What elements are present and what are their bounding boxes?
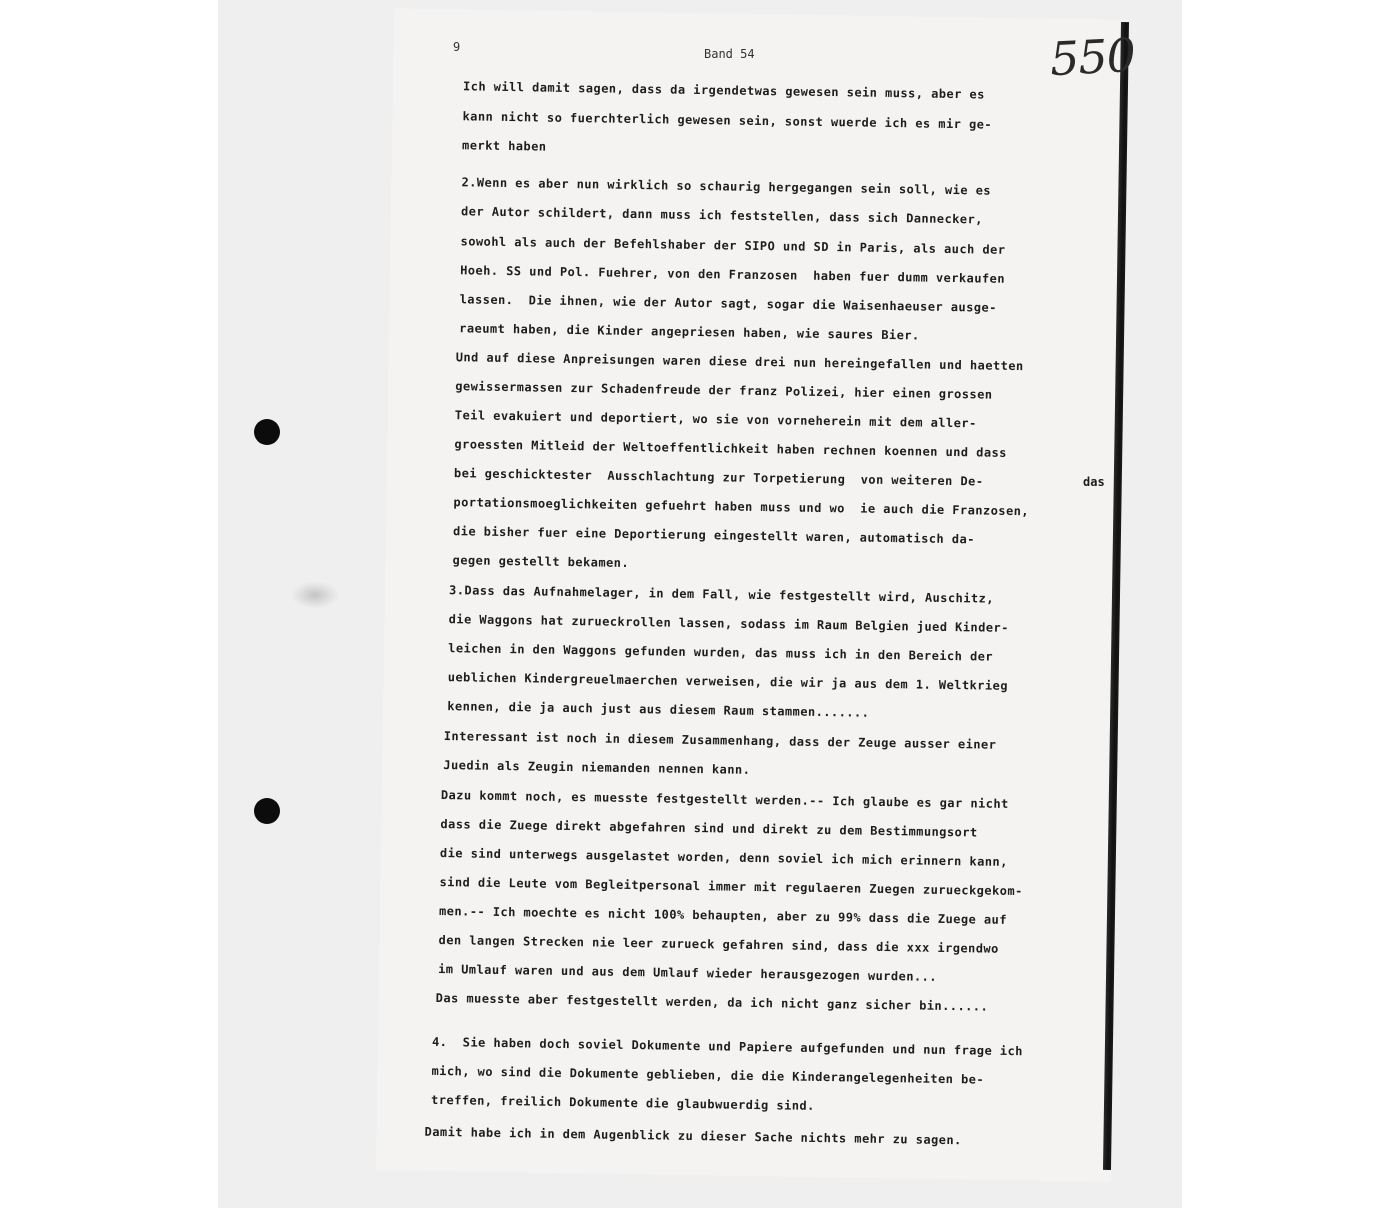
- handwritten-folio-number: 550: [1048, 27, 1137, 87]
- text-line: Ich will damit sagen, dass da irgendetwas gewesen sein muss, aber es: [462, 79, 985, 102]
- text-line: portationsmoeglichkeiten gefuehrt haben muss und wo ie auch die Franzosen,: [453, 495, 1030, 519]
- text-line: lassen. Die ihnen, wie der Autor sagt, sogar die Waisenhaeuser ausge-: [459, 292, 997, 315]
- text-line: Damit habe ich in dem Augenblick zu dieser Sache nichts mehr zu sagen.: [424, 1124, 962, 1148]
- text-line: den langen Strecken nie leer zurueck gefahren sind, dass die xxx irgendwo: [438, 932, 999, 956]
- text-line: gegen gestellt bekamen.: [452, 553, 630, 570]
- text-line: leichen in den Waggons gefunden wurden, das muss ich in den Bereich der: [448, 641, 994, 664]
- text-line: dass die Zuege direkt abgefahren sind und direkt zu dem Bestimmungsort: [440, 817, 978, 840]
- text-line: Das muesste aber festgestellt werden, da ich nicht ganz sicher bin......: [435, 990, 989, 1014]
- text-line: kennen, die ja auch just aus diesem Raum stammen.......: [447, 699, 870, 720]
- text-line: Teil evakuiert und deportiert, wo sie von vorneherein mit dem aller-: [454, 408, 977, 431]
- text-line: Dazu kommt noch, es muesste festgestellt werden.-- Ich glaube es gar nicht: [440, 788, 1009, 811]
- text-line: 4. Sie haben doch soviel Dokumente und Papiere aufgefunden und nun frage ich: [431, 1034, 1024, 1059]
- text-line: kann nicht so fuerchterlich gewesen sein, sonst wuerde ich es mir ge-: [462, 109, 993, 132]
- text-line: treffen, freilich Dokumente die glaubwuerdig sind.: [430, 1092, 815, 1113]
- text-line: 2.Wenn es aber nun wirklich so schaurig hergegangen sein soll, wie es: [461, 175, 992, 198]
- text-line: Und auf diese Anpreisungen waren diese drei nun hereingefallen und haetten: [455, 350, 1024, 374]
- volume-label: Band 54: [704, 47, 755, 61]
- text-line: Interessant ist noch in diesem Zusammenhang, dass der Zeuge ausser einer: [443, 729, 997, 752]
- text-line: 3.Dass das Aufnahmelager, in dem Fall, wie festgestellt wird, Auschitz,: [449, 583, 995, 606]
- text-line: sind die Leute vom Begleitpersonal immer mit regulaeren Zuegen zurueckgekom-: [439, 875, 1023, 899]
- margin-note: das: [1083, 475, 1105, 489]
- page-number: 9: [453, 40, 461, 54]
- text-line: im Umlauf waren und aus dem Umlauf wieder herausgezogen wurden...: [438, 961, 938, 984]
- text-line: groessten Mitleid der Weltoeffentlichkeit haben rechnen koennen und dass: [454, 437, 1008, 460]
- text-line: raeumt haben, die Kinder angepriesen haben, wie saures Bier.: [459, 321, 920, 343]
- text-line: ueblichen Kindergreuelmaerchen verweisen, die wir ja aus dem 1. Weltkrieg: [447, 670, 1009, 693]
- text-line: Juedin als Zeugin niemanden nennen kann.: [443, 758, 751, 777]
- text-line: bei geschicktester Ausschlachtung zur Torpetierung von weiteren De-: [453, 466, 984, 489]
- text-line: die bisher fuer eine Deportierung eingestellt waren, automatisch da-: [452, 524, 975, 547]
- text-line: der Autor schildert, dann muss ich feststellen, dass sich Dannecker,: [460, 204, 983, 227]
- text-line: die sind unterwegs ausgelastet worden, denn soviel ich mich erinnern kann,: [439, 846, 1008, 869]
- text-line: mich, wo sind die Dokumente geblieben, die die Kinderangelegenheiten be-: [431, 1063, 985, 1087]
- text-line: sowohl als auch der Befehlshaber der SIPO und SD in Paris, als auch der: [460, 234, 1006, 257]
- text-line: Hoeh. SS und Pol. Fuehrer, von den Franzosen haben fuer dumm verkaufen: [460, 263, 1006, 286]
- text-line: gewissermassen zur Schadenfreude der franz Polizei, hier einen grossen: [455, 379, 993, 402]
- text-line: merkt haben: [461, 138, 547, 154]
- text-line: men.-- Ich moechte es nicht 100% behaupten, aber zu 99% dass die Zuege auf: [438, 903, 1008, 927]
- text-line: die Waggons hat zurueckrollen lassen, sodass im Raum Belgien jued Kinder-: [448, 612, 1009, 635]
